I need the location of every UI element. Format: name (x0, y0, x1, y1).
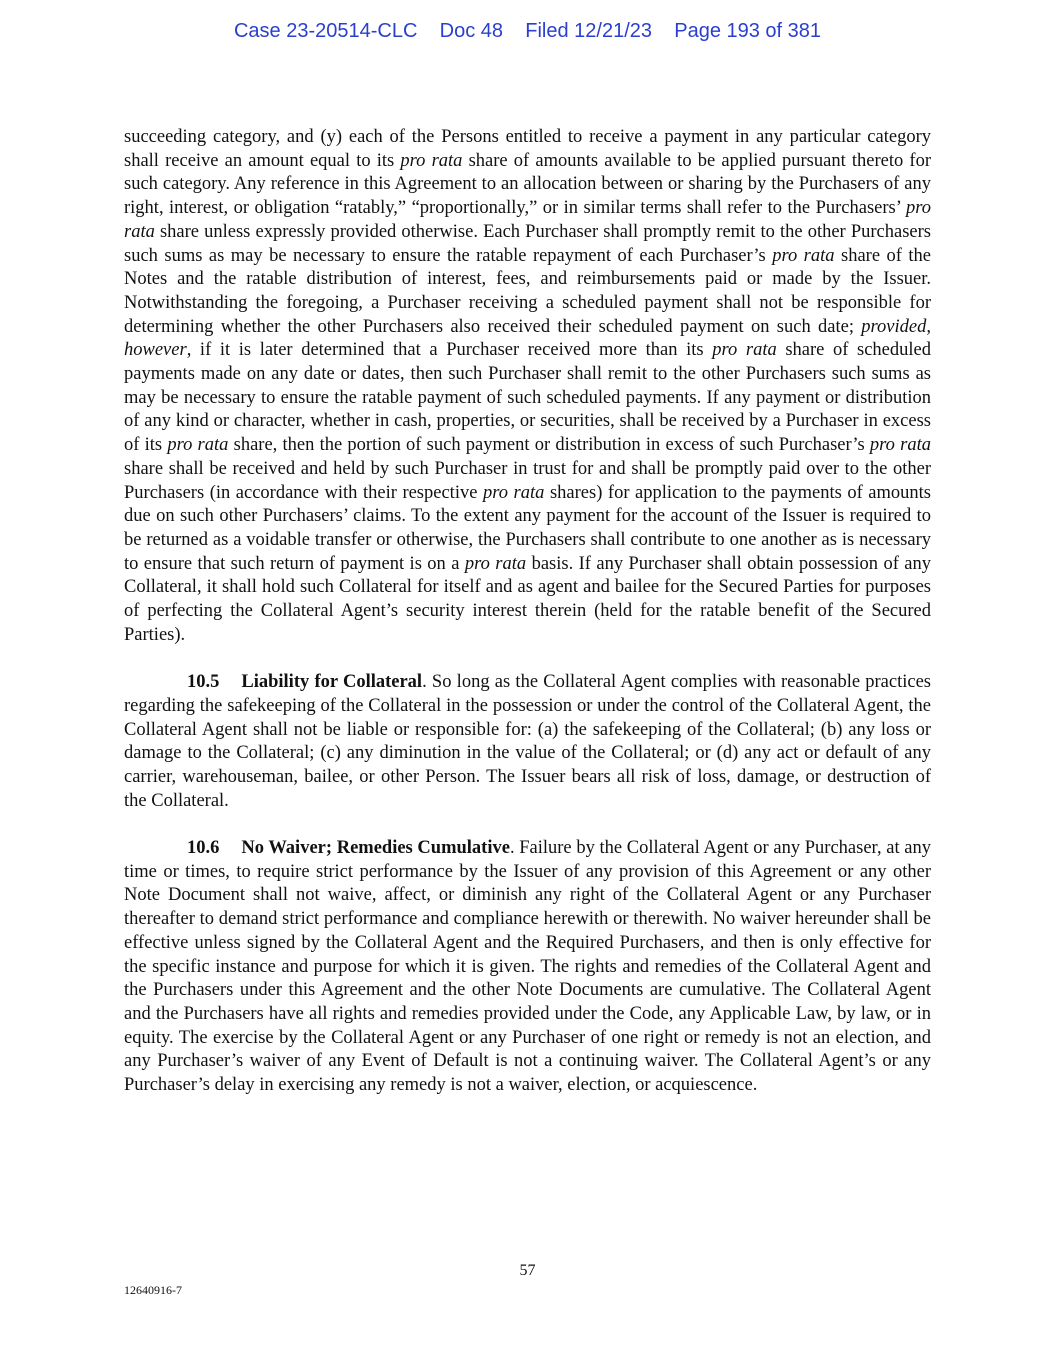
court-filing-header (0, 20, 1055, 43)
italic-term: pro rata (464, 553, 527, 574)
section-number: 10.5 (187, 672, 220, 693)
section-number: 10.6 (187, 838, 220, 859)
text-run: share unless expressly provided otherwise. Each Purchaser shall promptly remit to the other Purchasers such sums as may be necessary to ensure the ratable repayment of each Purchaser’s (124, 221, 931, 266)
italic-term: pro rata (482, 482, 545, 503)
page-of-total: Page 193 of 381 (674, 20, 822, 42)
italic-term: pro rata (167, 435, 229, 456)
section-10-6 (124, 837, 931, 1098)
section-10-5 (124, 671, 931, 813)
page-number: 57 (519, 1262, 536, 1279)
text-run: basis. If any Purchaser shall obtain possession of any Collateral, it shall hold such Collateral for itself and as agent and bailee for the Secured Parties for purposes of perfecting the Collateral Agent’s security interest therein (held for the ratable benefit of the Secured Parties). (124, 553, 931, 645)
text-run: share, then the portion of such payment or distribution in excess of such Purchaser’s (228, 435, 870, 456)
text-run: , if it is later determined that a Purchaser received more than its (186, 340, 713, 361)
text-run: share shall be received and held by such Purchaser in trust for and shall be promptly paid over to the other Purchasers (in accordance with their respective (124, 458, 931, 503)
doc-number: Doc 48 (439, 20, 503, 42)
paragraph-continuation (124, 126, 931, 647)
italic-term: pro rata (712, 340, 777, 361)
section-text: . Failure by the Collateral Agent or any Purchaser, at any time or times, to require strict performance by the Issuer of any provision of this Agreement or any other Note Document shall not waive, affect, or diminish any right of the Collateral Agent or any Purchaser thereafter to demand strict performance and compliance herewith or therewith. No waiver hereunder shall be effective unless signed by the Collateral Agent and the Required Purchasers, and then is only effective for the specific instance and purpose for which it is given. The rights and remedies of the Collateral Agent and the Purchasers under this Agreement and the other Note Documents are cumulative. The Collateral Agent and the Purchasers have all rights and remedies provided under the Code, any Applicable Law, by law, or in equity. The exercise by the Collateral Agent or any Purchaser of one right or remedy is not an election, and any Purchaser’s waiver of any Event of Default is not a continuing waiver. The Collateral Agent’s or any Purchaser’s delay in exercising any remedy is not a waiver, election, or acquiescence. (124, 838, 932, 1096)
text-run: shares) for application to the payments of amounts due on such other Purchasers’ claims. To the extent any payment for the account of the Issuer is required to be returned as a voidable transfer or otherwise, the Purchasers shall contribute to one another as is necessary to ensure that such return of payment is on a (124, 482, 931, 574)
italic-term: pro rata (400, 150, 463, 171)
italic-term: provided, however (124, 316, 931, 361)
document-body (124, 126, 931, 1121)
text-run: share of amounts available to be applied pursuant thereto for such category. Any reference in this Agreement to an allocation between or sharing by the Purchasers of any right, interest, or obligation “ratably,” “proportionally,” or in similar terms shall refer to the Purchasers’ (124, 150, 931, 219)
text-run: share of the Notes and the ratable distribution of interest, fees, and reimbursements paid or made by the Issuer. Notwithstanding the foregoing, a Purchaser receiving a scheduled payment shall not be responsible for determining whether the other Purchasers also received their scheduled payment on such date; (124, 245, 932, 337)
document-id: 12640916-7 (124, 1283, 182, 1297)
section-title: No Waiver; Remedies Cumulative (241, 838, 510, 859)
text-run: share of scheduled payments made on any date or dates, then such Purchaser shall remit to the other Purchasers such sums as may be necessary to ensure the ratable payment of such scheduled payments. If any payment or distribution of any kind or character, whether in cash, properties, or securities, shall be received by a Purchaser in excess of its (124, 340, 931, 456)
italic-term: pro rata (772, 245, 835, 266)
italic-term: pro rata (124, 198, 931, 242)
filed-date: Filed 12/21/23 (525, 20, 652, 42)
italic-term: pro rata (869, 435, 931, 456)
case-number: Case 23-20514-CLC (233, 20, 418, 42)
section-text: . So long as the Collateral Agent complies with reasonable practices regarding the safekeeping of the Collateral in the possession or under the control of the Collateral Agent, the Collateral Agent shall not be liable or responsible for: (a) the safekeeping of the Collateral; (b) any loss or damage to the Collateral; (c) any diminution in the value of the Collateral; or (d) any act or default of any carrier, warehouseman, bailee, or other Person. The Issuer bears all risk of loss, damage, or destruction of the Collateral. (124, 672, 932, 811)
text-run: succeeding category, and (y) each of the Persons entitled to receive a payment in any particular category shall receive an amount equal to its (124, 127, 931, 171)
section-title: Liability for Collateral (241, 672, 423, 693)
